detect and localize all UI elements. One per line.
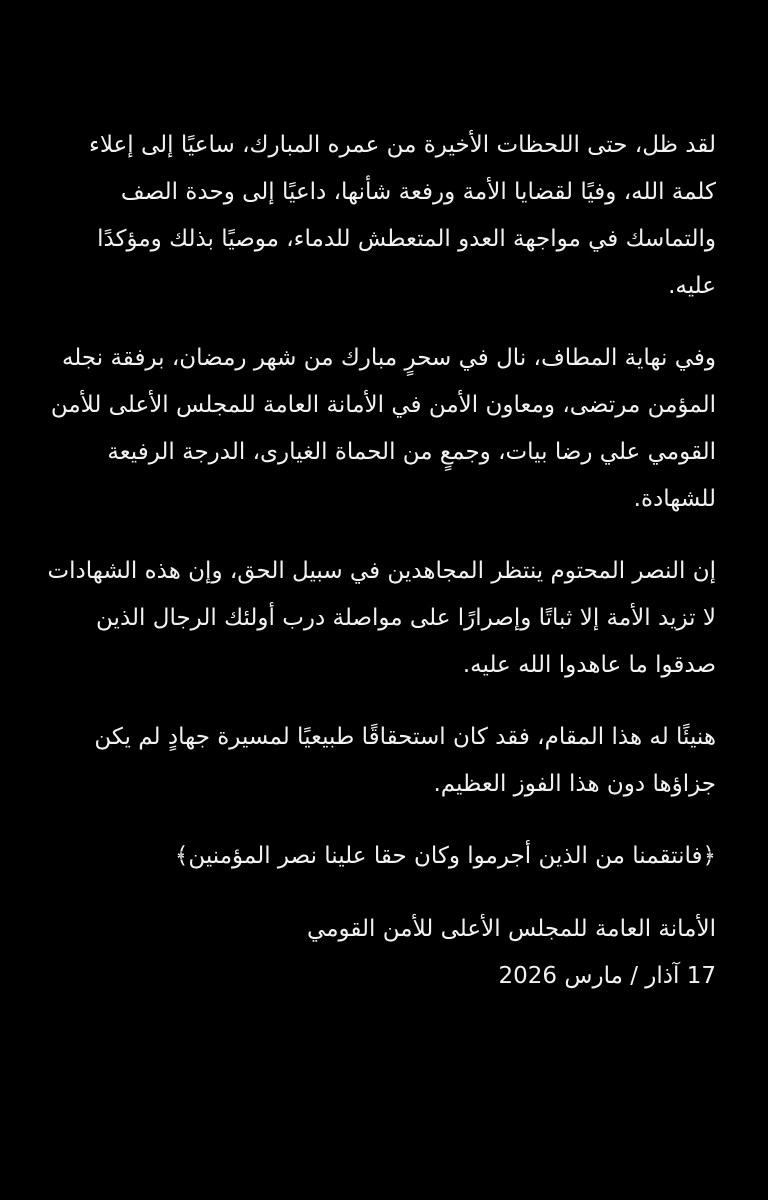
paragraph-victory: إن النصر المحتوم ينتظر المجاهدين في سبيل الحق، وإن هذه الشهادات لا تزيد الأمة إلا ثباتًا وإصرارًا على مواصلة درب أولئك الرجال الذين صدقوا ما عاهدوا الله عليه. (47, 558, 716, 678)
signature-block (46, 906, 716, 1000)
paragraph-congratulation: هنيئًا له هذا المقام، فقد كان استحقاقًا طبيعيًا لمسيرة جهادٍ لم يكن جزاؤها دون هذا الفوز العظيم. (94, 724, 716, 797)
statement-body (46, 122, 716, 1000)
issuer-name: الأمانة العامة للمجلس الأعلى للأمن القومي (307, 916, 716, 942)
issue-date: 17 آذار / مارس 2026 (498, 963, 716, 989)
paragraph-martyrdom: وفي نهاية المطاف، نال في سحرٍ مبارك من شهر رمضان، برفقة نجله المؤمن مرتضى، ومعاون الأمن في الأمانة العامة للمجلس الأعلى للأمن القومي علي رضا بيات، وجمعٍ من الحماة الغيارى، الدرجة الرفيعة للشهادة. (50, 345, 716, 512)
quran-verse: ﴿فانتقمنا من الذين أجرموا وكان حقا علينا نصر المؤمنين﴾ (174, 843, 716, 869)
paragraph-steadfastness: لقد ظل، حتى اللحظات الأخيرة من عمره المبارك، ساعيًا إلى إعلاء كلمة الله، وفيًا لقضايا الأمة ورفعة شأنها، داعيًا إلى وحدة الصف والتماسك في مواجهة العدو المتعطش للدماء، موصيًا بذلك ومؤكدًا عليه. (89, 132, 716, 299)
